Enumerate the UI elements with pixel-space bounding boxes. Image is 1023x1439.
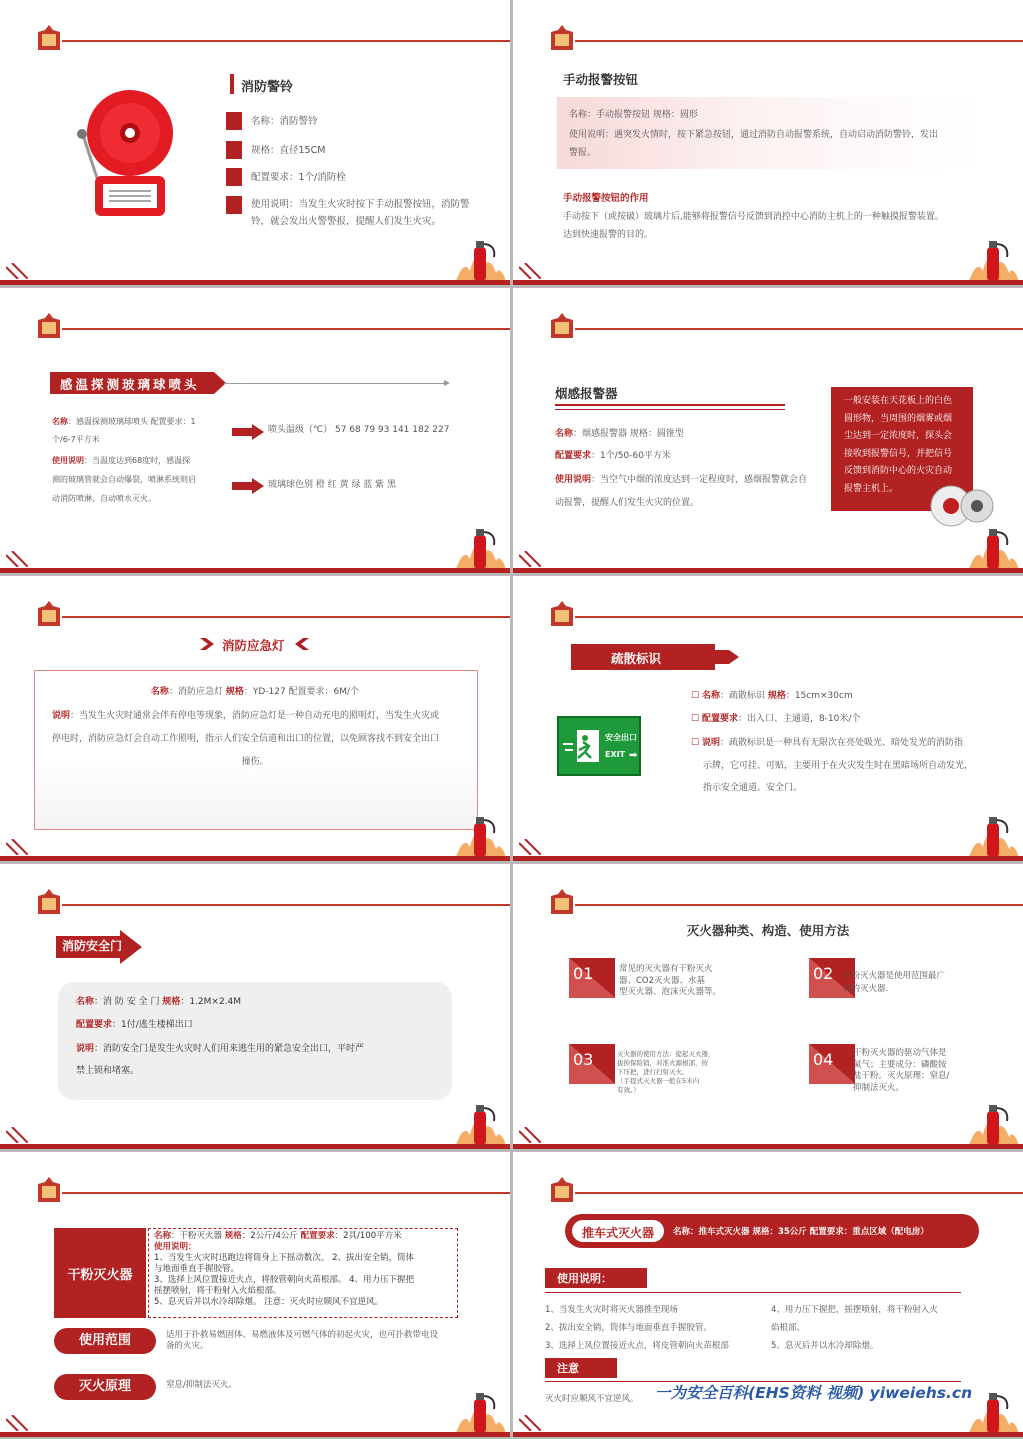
fire-extinguisher-icon <box>969 1389 1019 1433</box>
item-text <box>617 1050 715 1095</box>
item-number: 04 <box>813 1050 834 1069</box>
desc-label: 说明 <box>52 711 71 721</box>
note-label: 注意 <box>557 1362 579 1375</box>
bullet-square <box>226 196 242 214</box>
spec-label: 规格 <box>162 997 181 1007</box>
top-rule <box>575 904 1023 906</box>
usage-lines <box>154 1253 414 1308</box>
fire-extinguisher-icon <box>456 237 506 281</box>
item-line: 氮气；主要成分：磷酸铵 <box>853 1059 947 1070</box>
arrow-head-icon <box>444 380 450 386</box>
item-line: 器、CO2灭火器、水基 <box>619 975 706 986</box>
config-text: ：1个/50-60平方米 <box>591 451 671 461</box>
corner-stripes-icon <box>519 839 541 855</box>
spec-label: 规格 <box>225 687 244 697</box>
spec-text: ：1.2M×2.4M <box>180 997 242 1007</box>
item-usage-cont: 铃，就会发出火警警报，提醒人们发生火灾。 <box>251 216 442 227</box>
temp-grade-row: 喷头温级（℃） 57 68 79 93 141 182 227 <box>268 425 450 435</box>
scope-line: 备的火灾。 <box>166 1341 209 1351</box>
item-line: 灭火器的使用方法：提起灭火器， <box>617 1050 715 1058</box>
item-text <box>843 970 945 996</box>
top-rule <box>62 40 510 42</box>
config-label: 配置要求 <box>701 714 738 724</box>
title-arrow-line <box>224 383 446 384</box>
spec-text: ：2公斤/4公斤 <box>241 1231 301 1241</box>
usage-line: 与地面垂直手握胶管。 <box>154 1264 240 1274</box>
arrow-right-icon: ➡ <box>629 750 638 761</box>
usage-text: ：当温度达到68度时，感温探 <box>84 456 191 465</box>
item-line: 干粉灭火器是使用范围最广 <box>843 971 946 981</box>
item-line: 型灭火器、泡沫灭火器等。 <box>619 987 722 997</box>
usage-line: 焰根部。 <box>771 1323 806 1333</box>
slide-title: 疏散标识 <box>611 651 662 666</box>
fire-extinguisher-icon <box>969 525 1019 569</box>
slide-title: 烟感报警器 <box>555 386 618 401</box>
slide-fire-door <box>0 864 510 1149</box>
corner-stripes-icon <box>6 551 28 567</box>
scope-pill: 使用范围 <box>54 1328 156 1354</box>
bottom-rule <box>513 856 1023 861</box>
logo-icon <box>36 24 62 54</box>
info-line: 一般安装在天花板上的白色 <box>844 396 953 406</box>
bottom-rule <box>0 856 510 861</box>
logo-icon <box>36 1176 62 1206</box>
fire-extinguisher-icon <box>456 1389 506 1433</box>
fire-extinguisher-icon <box>969 813 1019 857</box>
desc-text: ：消防安全门是发生火灾时人们用来逃生用的紧急安全出口，平时严 <box>94 1044 365 1054</box>
name-label: 名称 <box>154 1231 172 1241</box>
title-bar <box>230 74 234 94</box>
slide-dry-powder-extinguisher <box>0 1152 510 1437</box>
name-label: 名称 <box>52 417 68 426</box>
usage-left <box>545 1301 729 1355</box>
corner-stripes-icon <box>6 839 28 855</box>
slide-title: 感温探测玻璃球喷头 <box>60 377 200 392</box>
bullet-square <box>226 112 242 130</box>
top-rule <box>62 616 510 618</box>
fire-extinguisher-icon <box>969 1101 1019 1145</box>
chevron-left-icon <box>295 638 309 650</box>
item-line: 泛的灭火器. <box>843 984 889 994</box>
name-text: ：烟感报警器 规格：圆锥型 <box>573 429 684 439</box>
slide-title: 灭火器种类、构造、使用方法 <box>686 923 850 938</box>
right-arrow-icon <box>232 424 264 440</box>
bottom-rule <box>0 1432 510 1437</box>
spec-label: 规格 <box>224 1231 242 1241</box>
fire-extinguisher-icon <box>456 1101 506 1145</box>
item-line: 干粉灭火器的驱动气体是 <box>853 1048 947 1058</box>
bottom-rule <box>513 1144 1023 1149</box>
usage-line: 5、息灭后并以水冷却除烟。 注意：灭火时应顺风不宜逆风。 <box>154 1297 384 1307</box>
logo-icon <box>36 600 62 630</box>
bottom-rule <box>0 280 510 285</box>
fire-extinguisher-icon <box>969 237 1019 281</box>
usage-label: 使用说明 <box>52 456 84 465</box>
item-spec: 规格：直径15CM <box>251 145 326 156</box>
exit-sign <box>557 716 641 776</box>
spec-text: ：YD-127 配置要求：6M/个 <box>243 687 360 697</box>
exit-sign-en: EXIT <box>605 750 626 759</box>
header-info: 名称：推车式灭火器 规格：35公斤 配置要求：重点区域（配电房） <box>673 1227 929 1237</box>
info-line: 圆形物，当周围的烟雾或烟 <box>844 413 953 424</box>
usage-text: ：当空气中烟的浓度达到一定程度时，感烟报警就会自 <box>591 475 808 485</box>
chevron-right-icon <box>200 638 214 650</box>
scope-line: 适用于扑救易燃固体、易燃液体及可燃气体的初起火灾，也可扑救带电设 <box>166 1330 439 1340</box>
name-label: 名称 <box>555 429 574 439</box>
top-rule <box>575 328 1023 330</box>
usage-text-cont2: 动消防喷淋，自动喷水灭火。 <box>52 494 156 503</box>
bottom-rule <box>0 1144 510 1149</box>
item-line: 下压把，进行扫射灭火。 <box>617 1068 689 1076</box>
desc-text-cont2: 撞伤。 <box>241 757 269 767</box>
bottom-rule <box>513 568 1023 573</box>
bullet-box-icon: ☐ <box>691 714 702 724</box>
slide-title: 消防应急灯 <box>222 638 285 653</box>
item-text <box>853 1048 949 1094</box>
config-label: 配置要求 <box>76 1020 113 1030</box>
name-text: ：消防应急灯 <box>168 687 226 697</box>
bullet-box-icon: ☐ <box>691 738 702 748</box>
name-label: 名称 <box>150 687 169 697</box>
usage-line: 2、拔出安全销，筒体与地面垂直手握胶管。 <box>545 1323 712 1333</box>
top-rule <box>575 1192 1023 1194</box>
fire-extinguisher-icon <box>456 525 506 569</box>
corner-stripes-icon <box>519 263 541 279</box>
usage-label: 使用说明： <box>557 1272 612 1285</box>
logo-icon <box>549 1176 575 1206</box>
scope-text <box>166 1330 438 1352</box>
usage-line: 使用说明：遇突发火情时，按下紧急按钮，通过消防自动报警系统，自动启动消防警铃，发出 <box>569 130 939 140</box>
spec-text: ：15cm×30cm <box>785 691 853 701</box>
info-box-text <box>844 393 952 498</box>
logo-icon <box>36 312 62 342</box>
logo-icon <box>549 888 575 918</box>
note-text: 灭火时应顺风不宜逆风。 <box>545 1394 639 1404</box>
name-text: ：干粉灭火器 <box>171 1231 225 1241</box>
usage-right <box>771 1301 938 1355</box>
name-text: ：疏散标识 <box>719 691 768 701</box>
slide-evacuation-sign <box>513 576 1023 861</box>
slide-fire-alarm-bell <box>0 0 510 285</box>
principle-pill: 灭火原理 <box>54 1374 156 1400</box>
item-usage: 使用说明：当发生火灾时按下手动报警按钮，消防警 <box>251 199 470 210</box>
logo-icon <box>549 312 575 342</box>
title-underline <box>555 404 785 406</box>
config-text: ：1付/逃生楼梯出口 <box>112 1020 193 1030</box>
principle-text: 窒息/抑制法灭火。 <box>166 1380 237 1390</box>
name-label: 名称 <box>76 997 95 1007</box>
usage-label: 使用说明： <box>154 1242 197 1252</box>
corner-stripes-icon <box>519 1415 541 1431</box>
bullet-box-icon: ☐ <box>691 691 702 701</box>
smoke-detector-icon <box>927 484 995 528</box>
info-line: 接收到报警信号，并把信号 <box>844 448 953 459</box>
slide-emergency-light <box>0 576 510 861</box>
name-text: ：感温探测玻璃球喷头 配置要求：1 <box>68 417 196 426</box>
slide-title: 消防安全门 <box>62 939 123 953</box>
top-rule <box>62 904 510 906</box>
sub-line-cont: 达到快速报警的目的。 <box>563 230 654 240</box>
usage-line: 1、当发生火灾时将灭火器推至现场 <box>545 1305 678 1315</box>
desc-text-cont2: 指示安全通道、安全门。 <box>703 783 803 793</box>
item-line: 常见的灭火器有干粉灭火 <box>619 964 713 974</box>
info-line: 尘达到一定浓度时，探头会 <box>844 431 953 441</box>
spec-line: 名称：手动报警按钮 规格：圆形 <box>569 110 698 120</box>
glass-color-row: 玻璃球色别 橙 红 黄 绿 蓝 紫 黑 <box>268 480 397 490</box>
item-config: 配置要求：1个/消防栓 <box>251 172 346 183</box>
bullet-square <box>226 141 242 159</box>
section-rule <box>545 1292 961 1293</box>
top-rule <box>62 328 510 330</box>
fire-extinguisher-icon <box>456 813 506 857</box>
item-line: 拔掉保险销，对准火源根部，按 <box>617 1059 708 1067</box>
slide-title: 干粉灭火器 <box>67 1268 133 1283</box>
fire-bell-icon <box>75 88 175 220</box>
info-line: 反馈到消防中心的火灾自动 <box>844 466 953 476</box>
item-line: 抑制法灭火。 <box>853 1082 905 1093</box>
desc-text-cont: 示牌，它可挂、可贴，主要用于在火灾发生时在黑暗场所自动发光， <box>703 761 974 771</box>
slide-title: 推车式灭火器 <box>581 1226 654 1240</box>
sub-title: 手动报警按钮的作用 <box>563 193 649 204</box>
top-rule <box>62 1192 510 1194</box>
usage-line: 3、选择上风位置接近火点，将胶管朝向火苗根部。 4、用力压下握把 <box>154 1275 415 1285</box>
usage-line: 摇摆喷射，将干粉射入火焰根部。 <box>154 1286 282 1296</box>
usage-text-cont: 动报警，提醒人们发生火灾的位置。 <box>555 498 700 508</box>
logo-icon <box>549 600 575 630</box>
sub-line: 手动按下（或按破）玻璃片后,能够将报警信号反馈到消控中心消防主机上的一种触摸报警装置。 <box>563 212 944 222</box>
desc-label: 说明 <box>76 1044 95 1054</box>
item-line: 有效。） <box>617 1086 640 1094</box>
config-label: 配置要求 <box>300 1231 335 1241</box>
desc-text: ：疏散标识是一种具有无限次在亮处吸光、暗处发光的消防指 <box>719 738 963 748</box>
bottom-rule <box>513 280 1023 285</box>
config-text: ：出入口、主通道，8-10米/个 <box>737 714 861 724</box>
desc-text-cont: 禁上锁和堵塞。 <box>76 1066 140 1076</box>
item-number: 02 <box>813 964 834 983</box>
item-number: 01 <box>573 964 594 983</box>
exit-sign-cn: 安全出口 <box>605 733 637 742</box>
right-arrow-icon <box>232 478 264 494</box>
note-label-block <box>545 1358 617 1378</box>
footer-watermark: 一为安全百科(EHS资料 视频) yiweiehs.cn <box>655 1384 973 1402</box>
slide-smoke-detector <box>513 288 1023 573</box>
config-text: ：2具/100平方米 <box>334 1231 402 1241</box>
title-underline-thin <box>555 409 785 410</box>
slide-title: 消防警铃 <box>241 80 294 95</box>
bottom-rule <box>513 1432 1023 1437</box>
item-line: 盐干粉。灭火原理：窒息/ <box>853 1071 950 1081</box>
name-text: ：消 防 安 全 门 <box>94 997 163 1007</box>
slide-title: 手动报警按钮 <box>563 72 639 87</box>
slide-manual-alarm-button <box>513 0 1023 285</box>
slide-extinguisher-types <box>513 864 1023 1149</box>
usage-line: 4、用力压下握把，摇摆喷射，将干粉射入火 <box>771 1305 938 1315</box>
desc-text: ：当发生火灾时通常会伴有停电等现象，消防应急灯是一种自动充电的照明灯，当发生火灾或 <box>70 711 440 721</box>
usage-text-cont: 测的玻璃管就会自动爆裂，喷淋系统则启 <box>52 475 196 484</box>
name-text-cont: 个/6-7平方米 <box>52 435 100 444</box>
usage-line: 1、当发生火灾时迅跑边将筒身上下摇动数次。 2、拔出安全销，筒体 <box>154 1253 415 1263</box>
info-line: 报警主机上。 <box>844 483 899 494</box>
running-man-icon <box>563 726 603 766</box>
config-label: 配置要求 <box>555 451 592 461</box>
desc-label: 说明 <box>701 738 720 748</box>
bullet-square <box>226 168 242 186</box>
corner-stripes-icon <box>6 263 28 279</box>
usage-line: 5、息灭后并以水冷却除烟。 <box>771 1341 879 1351</box>
top-rule <box>575 616 1023 618</box>
slide-sprinkler-head <box>0 288 510 573</box>
usage-line: 3、选择上风位置接近火点，将皮管朝向火苗根部 <box>545 1341 729 1351</box>
corner-stripes-icon <box>6 1415 28 1431</box>
usage-label: 使用说明 <box>555 475 592 485</box>
corner-stripes-icon <box>519 1127 541 1143</box>
desc-text-cont: 停电时，消防应急灯会自动工作照明，指示人们安全信道和出口的位置，以免顾客找不到安全出口 <box>52 734 440 744</box>
spec-label: 规格 <box>767 691 786 701</box>
corner-stripes-icon <box>6 1127 28 1143</box>
usage-line-cont: 警报。 <box>569 148 597 158</box>
item-line: （手提式灭火器一般在5米内 <box>617 1077 700 1085</box>
bottom-rule <box>0 568 510 573</box>
item-number: 03 <box>573 1050 594 1069</box>
logo-icon <box>549 24 575 54</box>
name-label: 名称 <box>701 691 720 701</box>
top-rule <box>575 40 1023 42</box>
slide-cart-extinguisher <box>513 1152 1023 1437</box>
item-name: 名称：消防警铃 <box>251 116 318 127</box>
logo-icon <box>36 888 62 918</box>
corner-stripes-icon <box>519 551 541 567</box>
item-text <box>619 964 721 999</box>
